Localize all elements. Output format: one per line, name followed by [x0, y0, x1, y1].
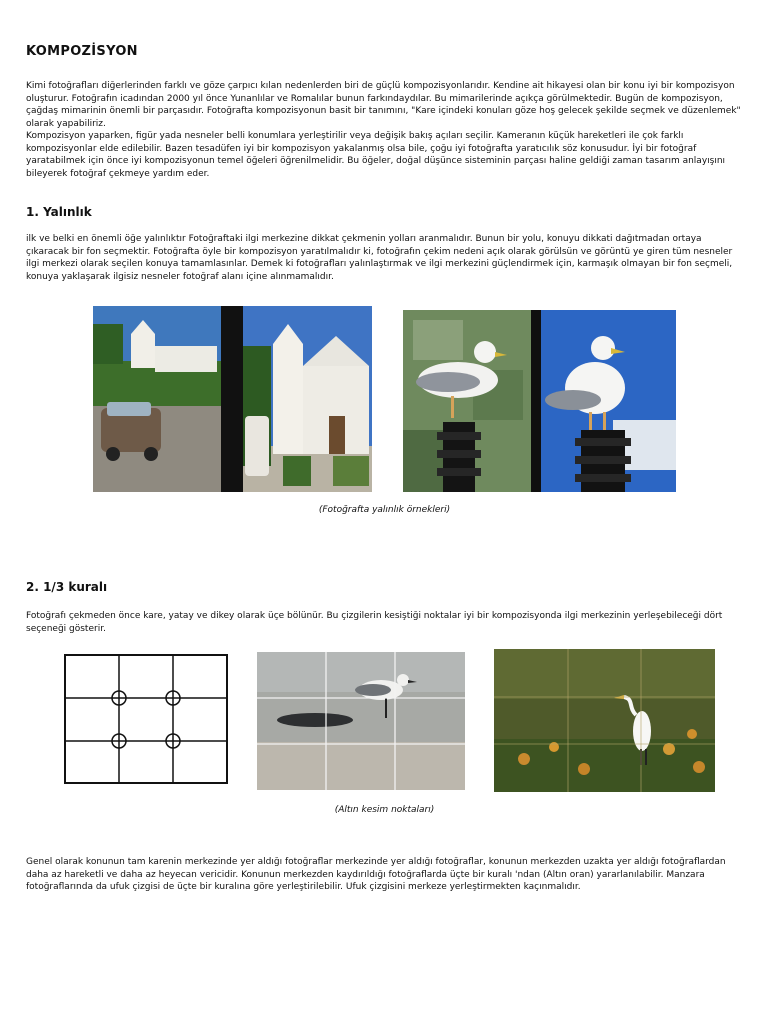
seagull-comparison-photo	[403, 310, 676, 492]
closing-paragraph: Genel olarak konunun tam karenin merkezinde yer aldığı fotoğraflar merkezinde yer aldığı fotoğraflar, konunun merkezden uzakta yer aldığı fotoğraflardan daha az hareketli ve daha az heyecan vericidir. Konunun merkezden kaydırıldığı fotoğraflarda üçte bir kuralı 'ndan (Altın oran) yararlanılabilir. Manzara fotoğraflarında da ufuk çizgisi de üçte bir kuralına göre yerleştirilebilir. Ufuk çizgisini merkeze yerleştirmekten kaçınmalıdır.	[26, 857, 726, 893]
rule-of-thirds-grid-diagram	[64, 654, 228, 784]
figure-caption-simplicity: (Fotoğrafta yalınlık örnekleri)	[318, 505, 451, 515]
church-comparison-photo	[93, 306, 372, 492]
intro-paragraph-2: Kompozisyon yaparken, figür yada nesneler belli konumlara yerleştirilir veya değişik bakış açıları seçilir. Kameranın küçük hareketleri ile çok farklı kompozisyonlar elde edilebilir. Bazen tesadüfen iyi bir kompozisyon yakalanmış olsa bile, çoğu iyi fotoğrafta yaratıcılık söz konusudur. İyi bir fotoğraf yaratabilmek için önce iyi kompozisyonun temel öğeleri öğrenilmelidir. Bu öğeler, doğal düşünce sisteminin parçası haline geldiği zaman tasarım anlayışını bileyerek fotoğraf çekmeye yardım eder.	[26, 131, 726, 179]
figure-caption-golden-points: (Altın kesim noktaları)	[334, 805, 435, 815]
section-body-simplicity: ilk ve belki en önemli öğe yalınlıktır Fotoğraftaki ilgi merkezine dikkat çekmenin yolları aranmalıdır. Bunun bir yolu, konuyu dikkati dağıtmadan ortaya çıkaracak bir fon seçmektir. Fotoğrafta öyle bir kompozisyon yaratılmalıdır ki, fotoğrafın çekim nedeni açık olarak görülsün ve görüntü ye giren tüm nesneler ilgi merkezi olarak seçilen konuya tamamlasınlar. Demek ki fotoğrafları yalınlaştırmak ve ilgi merkezini güçlendirmek için, karmaşık olmayan bir fon seçmeli, konuya yaklaşarak ilgisiz nesneler fotoğraf alanı içine alınmamalıdır.	[26, 234, 733, 282]
section-heading-simplicity: 1. Yalınlık	[26, 205, 92, 219]
egret-grid-photo	[494, 649, 715, 792]
page-title: KOMPOZİSYON	[26, 44, 138, 59]
intro-paragraph-1: Kimi fotoğrafları diğerlerinden farklı ve göze çarpıcı kılan nedenlerden biri de güçlü kompozisyonlarıdır. Kendine ait hikayesi olan bir konu iyi bir kompozisyon oluşturur. Fotoğrafın icadından 2000 yıl önce Yunanlılar ve Romalılar bunun farkındaydılar. Bu mimarilerinde açıkça görülmektedir. Bugün de kompozisyon, çağdaş mimarinin önemli bir parçasıdır. Fotoğrafta kompozisyonun basit bir tanımını, "Kare içindeki konuları göze hoş gelecek şekilde seçmek ve düzenlemek" olarak yapabiliriz.	[26, 81, 741, 129]
beach-bird-grid-photo	[257, 652, 465, 790]
section-body-rule-of-thirds: Fotoğrafı çekmeden önce kare, yatay ve dikey olarak üçe bölünür. Bu çizgilerin kesiştiği noktalar iyi bir kompozisyonda ilgi merkezinin yerleşebileceği dört seçeneği gösterir.	[26, 611, 723, 634]
section-heading-rule-of-thirds: 2. 1/3 kuralı	[26, 580, 108, 594]
